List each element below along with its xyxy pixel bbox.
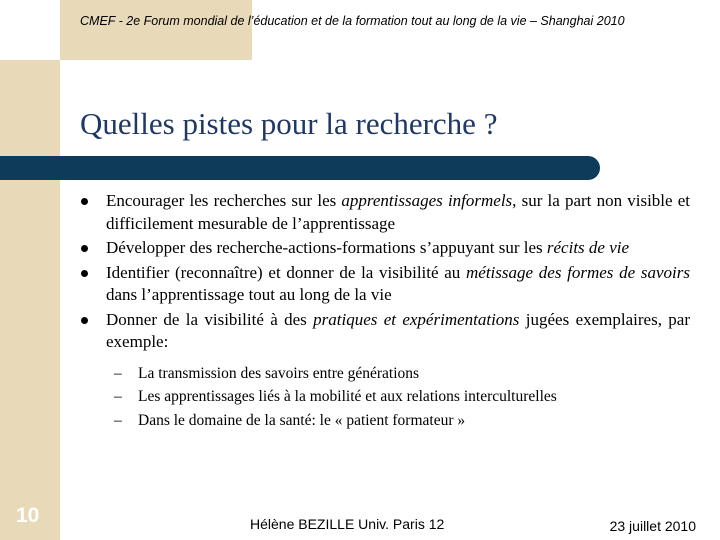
bullet-text: dans l’apprentissage tout au long de la vie — [106, 285, 392, 304]
dash-icon: – — [114, 388, 122, 405]
bullet-dot-icon — [81, 270, 88, 277]
bullet-text: Identifier (reconnaître) et donner de la visibilité au — [106, 262, 467, 282]
sub-bullet-item — [80, 362, 664, 386]
sub-bullet-list — [80, 362, 664, 433]
slide-title: Quelles pistes pour la recherche ? — [80, 106, 498, 141]
footer-author: Hélène BEZILLE Univ. Paris 12 — [250, 516, 445, 532]
bullet-text: Développer des recherche-actions-formations s’appuyant sur les — [106, 238, 547, 257]
bullet-item — [80, 190, 690, 235]
slide-header: CMEF - 2e Forum mondial de l’éducation et de la formation tout au long de la vie – Shanghai 2010 — [80, 14, 625, 28]
bullet-item — [80, 262, 690, 307]
page-number: 10 — [16, 504, 40, 527]
bullet-item — [80, 309, 690, 433]
footer-date: 23 juillet 2010 — [609, 518, 696, 534]
bullet-dot-icon — [81, 317, 88, 324]
bullet-text: Encourager les recherches sur les — [106, 191, 342, 210]
bullet-list — [80, 190, 690, 434]
bullet-emphasis: pratiques et expérimentations — [313, 309, 520, 329]
bullet-text: , sur la part non visible et difficilement mesurable de l’apprentissage — [106, 191, 691, 233]
content-corner — [60, 60, 100, 100]
bullet-text: jugées exemplaires, par exemple: — [106, 309, 691, 351]
left-sidebar-bar — [0, 60, 60, 540]
sub-bullet-text: Les apprentissages liés à la mobilité et aux relations interculturelles — [138, 388, 557, 405]
bullet-item — [80, 237, 690, 260]
sub-bullet-text: La transmission des savoirs entre générations — [138, 364, 420, 382]
sub-bullet-item — [80, 409, 664, 433]
bullet-emphasis: récits de vie — [546, 238, 630, 257]
header-accent-block — [60, 0, 252, 60]
dash-icon: – — [114, 364, 122, 382]
bullet-emphasis: apprentissages informels — [341, 191, 513, 210]
bullet-dot-icon — [81, 245, 88, 252]
dash-icon: – — [114, 411, 122, 429]
bullet-emphasis: métissage des formes de savoirs — [466, 262, 690, 282]
title-underline-bar — [0, 156, 600, 180]
sub-bullet-text: Dans le domaine de la santé: le « patient formateur » — [138, 411, 466, 429]
bullet-dot-icon — [81, 198, 88, 205]
sub-bullet-item — [80, 385, 664, 409]
bullet-text: Donner de la visibilité à des — [106, 309, 314, 329]
